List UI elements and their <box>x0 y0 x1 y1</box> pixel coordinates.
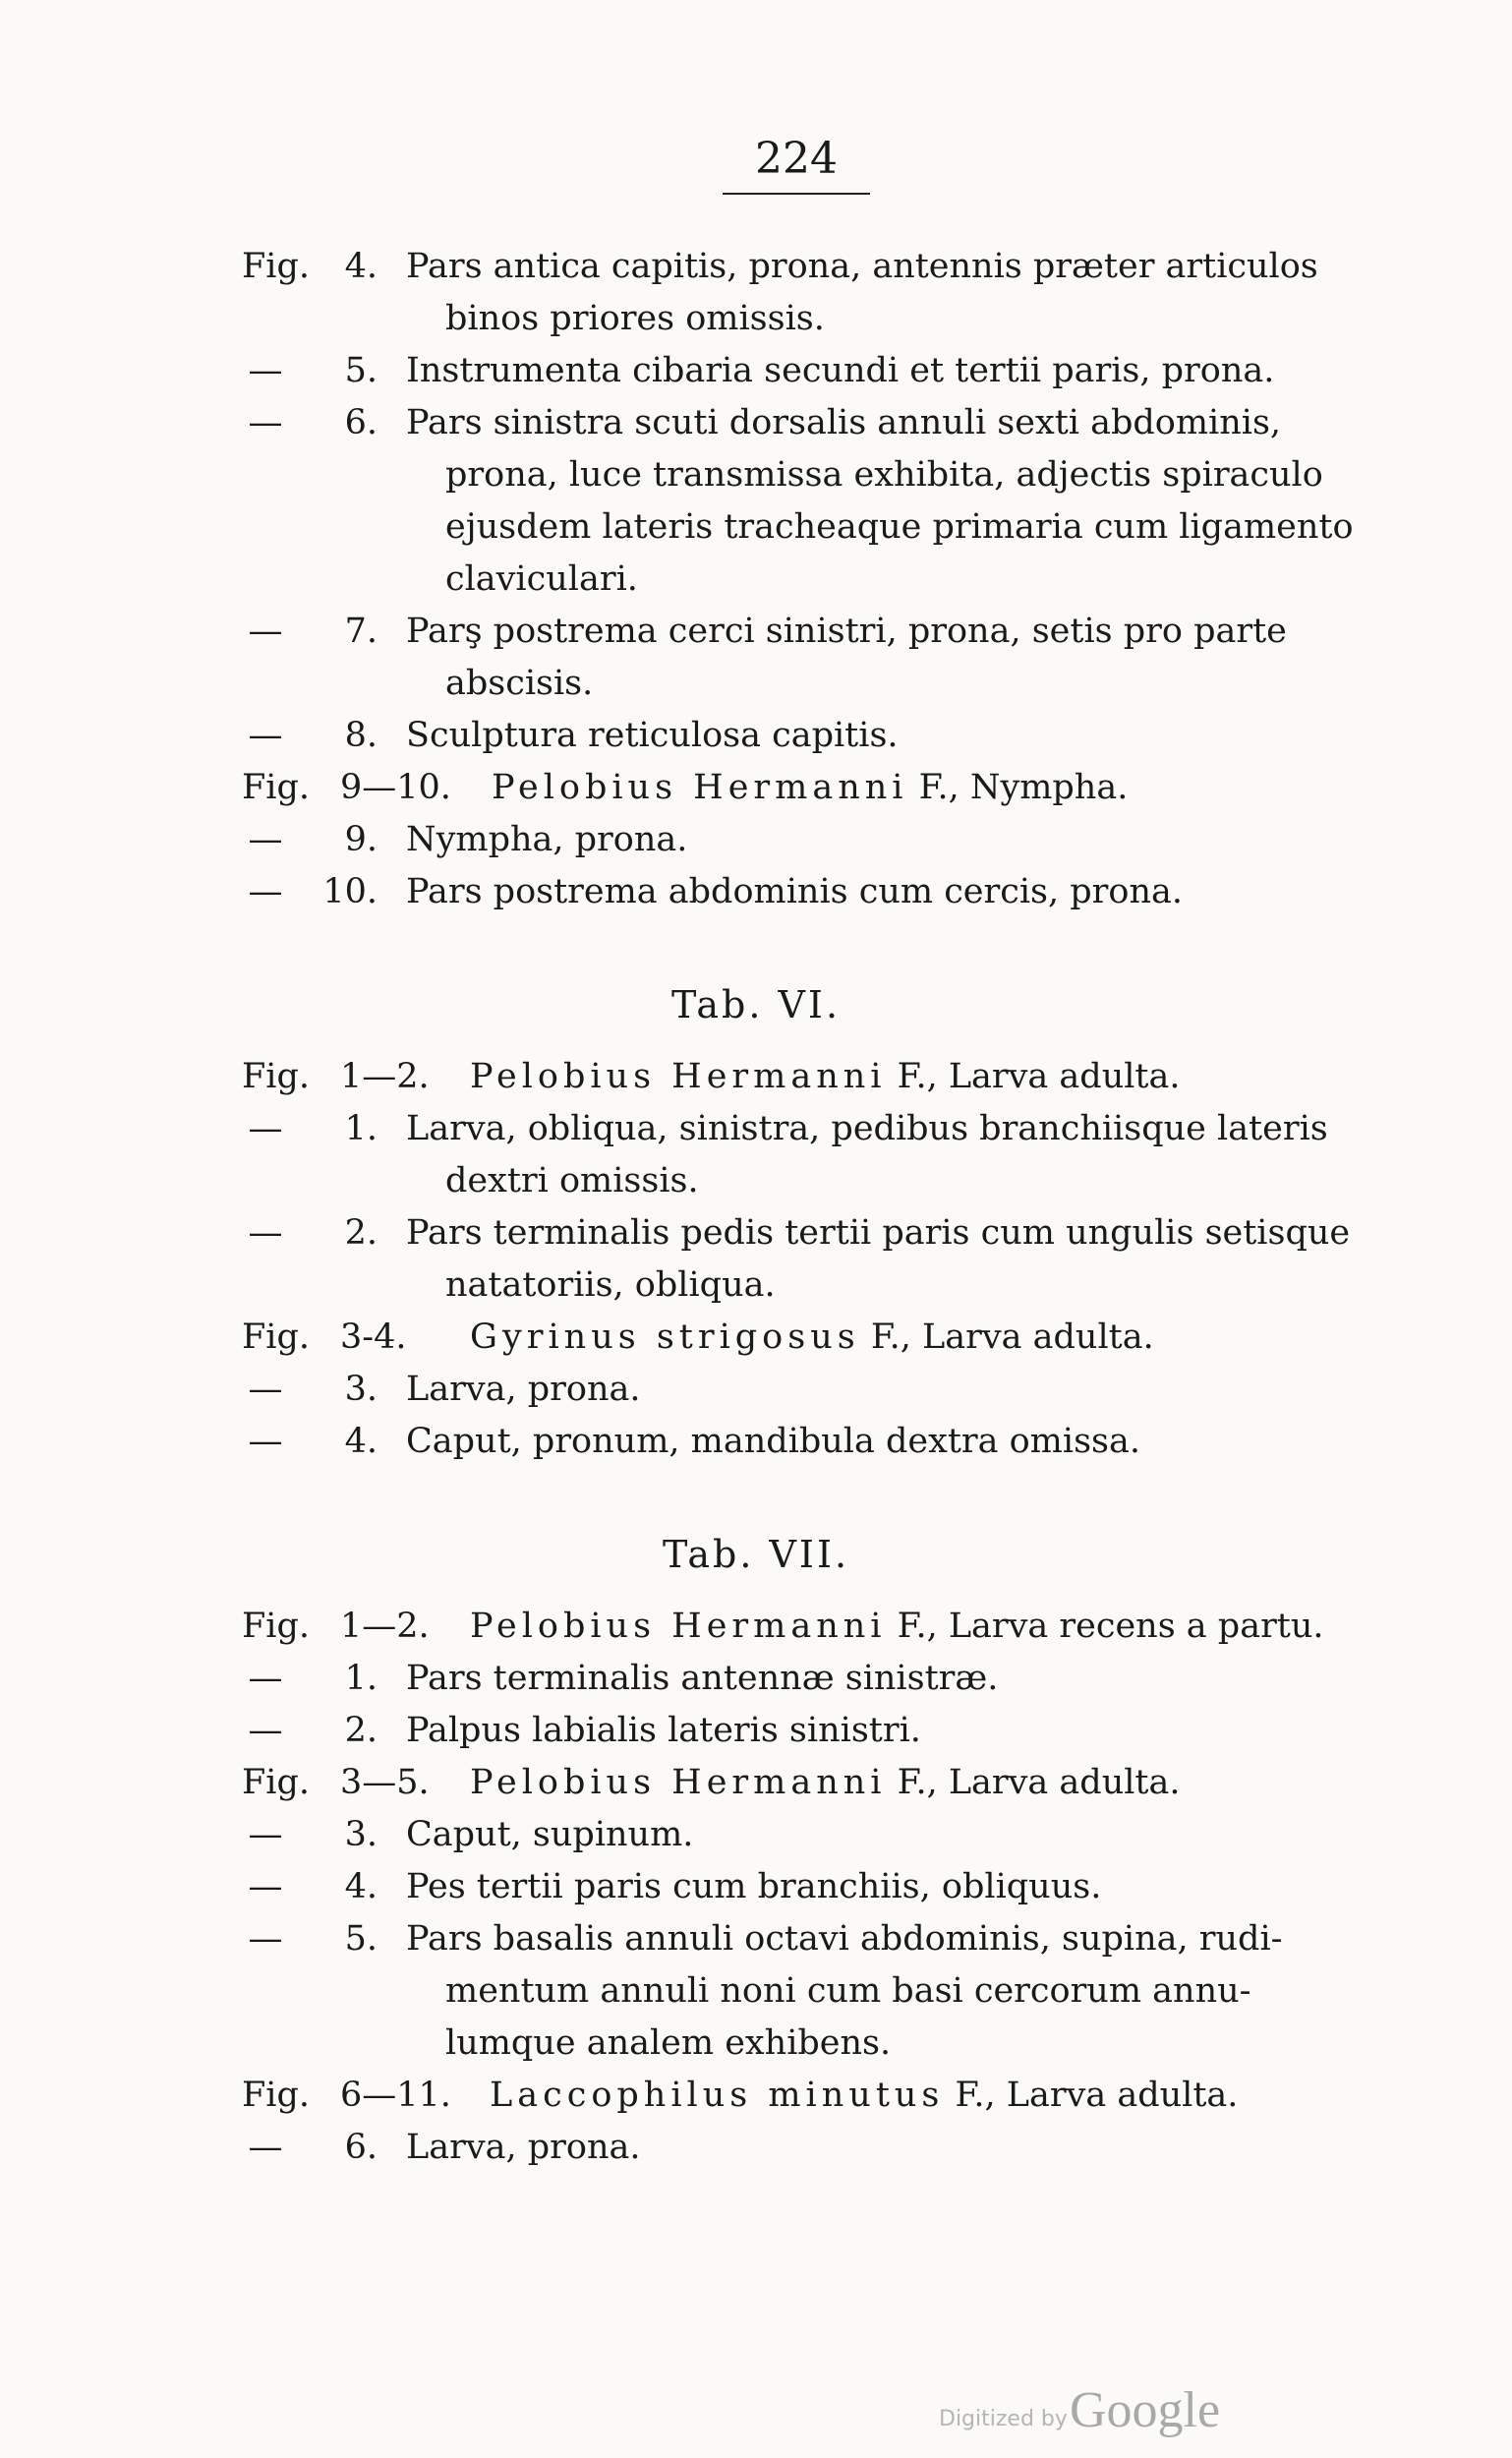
caption-text <box>470 1051 1463 1103</box>
caption-line <box>0 762 1512 814</box>
caption-rest: F., Nympha. <box>907 768 1129 807</box>
fig-number: 4. <box>344 1422 378 1461</box>
caption-rest: F., Larva adulta. <box>944 2076 1239 2115</box>
fig-number: 5. <box>344 1919 378 1959</box>
fig-label: Fig. <box>242 1057 311 1096</box>
fig-number: 10. <box>322 872 378 911</box>
caption-continuation <box>0 501 1512 554</box>
caption-text: Larva, prona. <box>406 2128 641 2167</box>
dash: — <box>248 1919 283 1959</box>
caption-text: Instrumenta cibaria secundi et tertii paris, prona. <box>406 351 1275 390</box>
caption-text <box>470 1757 1463 1809</box>
fig-number: 6. <box>344 2128 378 2167</box>
species-name: Pelobius Hermanni <box>470 1607 887 1646</box>
caption-line <box>0 1601 1512 1653</box>
caption-text: Larva, prona. <box>406 1370 641 1409</box>
caption-line <box>0 814 1512 866</box>
caption-text: Sculptura reticulosa capitis. <box>406 716 899 755</box>
section-title: Tab. VI. <box>670 983 842 1026</box>
caption-continuation <box>0 449 1512 501</box>
caption-text: Nympha, prona. <box>406 820 688 859</box>
fig-number: 9. <box>344 820 378 859</box>
caption-text: lumque analem exhibens. <box>445 2023 892 2063</box>
caption-text: ejusdem lateris tracheaque primaria cum ligamento <box>445 507 1354 547</box>
caption-continuation <box>0 2018 1512 2070</box>
caption-text: mentum annuli noni cum basi cercorum annu- <box>445 1971 1251 2011</box>
caption-text: Pars sinistra scuti dorsalis annuli sexti abdominis, <box>406 403 1282 442</box>
fig-number: 6—11. <box>340 2076 451 2115</box>
caption-line <box>0 1809 1512 1861</box>
caption-line <box>0 866 1512 918</box>
caption-text <box>492 762 1484 814</box>
fig-number: 8. <box>344 716 378 755</box>
caption-text: binos priores omissis. <box>445 299 825 338</box>
fig-number: 4. <box>344 247 378 286</box>
fig-label: Fig. <box>242 768 311 807</box>
fig-number: 2. <box>344 1213 378 1253</box>
dash: — <box>248 612 283 651</box>
caption-text <box>490 2070 1483 2122</box>
dash: — <box>248 1659 283 1698</box>
google-logo: Google <box>1070 2382 1221 2438</box>
caption-line <box>0 1653 1512 1705</box>
caption-text <box>470 1601 1463 1653</box>
caption-text: prona, luce transmissa exhibita, adjectis spiraculo <box>445 455 1323 495</box>
dash: — <box>248 820 283 859</box>
caption-text: Pes tertii paris cum branchiis, obliquus. <box>406 1867 1102 1906</box>
caption-text: natatoriis, obliqua. <box>445 1265 776 1305</box>
fig-number: 1—2. <box>340 1057 430 1096</box>
caption-rest: F., Larva recens a partu. <box>886 1607 1324 1646</box>
caption-line <box>0 1416 1512 1468</box>
caption-text: Pars antica capitis, prona, antennis præter articulos <box>406 247 1318 286</box>
caption-line <box>0 2122 1512 2174</box>
caption-text: Pars terminalis antennæ sinistræ. <box>406 1659 999 1698</box>
caption-continuation <box>0 1155 1512 1207</box>
caption-line <box>0 1364 1512 1416</box>
caption-text <box>470 1312 1463 1364</box>
caption-rest: F., Larva adulta. <box>886 1763 1181 1802</box>
caption-text: Parş postrema cerci sinistri, prona, setis pro parte <box>406 612 1287 651</box>
dash: — <box>248 1867 283 1906</box>
caption-text: dextri omissis. <box>445 1161 699 1200</box>
dash: — <box>248 1213 283 1253</box>
fig-label: Fig. <box>242 1763 311 1802</box>
caption-rest: F., Larva adulta. <box>859 1317 1154 1357</box>
caption-line <box>0 1312 1512 1364</box>
caption-continuation <box>0 1259 1512 1312</box>
fig-number: 7. <box>344 612 378 651</box>
caption-continuation <box>0 293 1512 345</box>
caption-line <box>0 345 1512 397</box>
caption-continuation <box>0 658 1512 710</box>
fig-number: 5. <box>344 351 378 390</box>
dash: — <box>248 1422 283 1461</box>
caption-line <box>0 2070 1512 2122</box>
dash: — <box>248 716 283 755</box>
caption-text: Pars postrema abdominis cum cercis, prona. <box>406 872 1183 911</box>
caption-line <box>0 1913 1512 1965</box>
fig-number: 3—5. <box>340 1763 430 1802</box>
caption-text: claviculari. <box>445 559 638 599</box>
species-name: Pelobius Hermanni <box>492 768 908 807</box>
fig-label: Fig. <box>242 1607 311 1646</box>
dash: — <box>248 1711 283 1750</box>
caption-text: Palpus labialis lateris sinistri. <box>406 1711 921 1750</box>
caption-line <box>0 397 1512 449</box>
dash: — <box>248 872 283 911</box>
caption-text: Pars terminalis pedis tertii paris cum ungulis setisque <box>406 1213 1351 1253</box>
dash: — <box>248 1109 283 1148</box>
fig-number: 3. <box>344 1370 378 1409</box>
caption-text: Caput, pronum, mandibula dextra omissa. <box>406 1422 1140 1461</box>
dash: — <box>248 1370 283 1409</box>
caption-continuation <box>0 554 1512 606</box>
dash: — <box>248 1815 283 1854</box>
caption-line <box>0 1051 1512 1103</box>
fig-number: 6. <box>344 403 378 442</box>
caption-rest: F., Larva adulta. <box>886 1057 1181 1096</box>
caption-line <box>0 606 1512 658</box>
dash: — <box>248 351 283 390</box>
dash: — <box>248 403 283 442</box>
fig-label: Fig. <box>242 2076 311 2115</box>
species-name: Laccophilus minutus <box>490 2076 945 2115</box>
caption-text: Caput, supinum. <box>406 1815 694 1854</box>
section-title: Tab. VII. <box>662 1533 850 1576</box>
fig-number: 3. <box>344 1815 378 1854</box>
caption-line <box>0 1861 1512 1913</box>
caption-line <box>0 1757 1512 1809</box>
caption-text: Larva, obliqua, sinistra, pedibus branchiisque lateris <box>406 1109 1328 1148</box>
fig-label: Fig. <box>242 1317 311 1357</box>
fig-label: Fig. <box>242 247 311 286</box>
caption-line <box>0 241 1512 293</box>
species-name: Gyrinus strigosus <box>470 1317 860 1357</box>
caption-text: Pars basalis annuli octavi abdominis, supina, rudi- <box>406 1919 1283 1959</box>
fig-number: 2. <box>344 1711 378 1750</box>
fig-number: 4. <box>344 1867 378 1906</box>
fig-number: 3-4. <box>340 1317 407 1357</box>
dash: — <box>248 2128 283 2167</box>
fig-number: 1. <box>344 1659 378 1698</box>
species-name: Pelobius Hermanni <box>470 1763 887 1802</box>
caption-text: abscisis. <box>445 664 594 703</box>
caption-line <box>0 1705 1512 1757</box>
digitized-by-text: Digitized by <box>939 2407 1068 2431</box>
caption-continuation <box>0 1965 1512 2018</box>
fig-number: 9—10. <box>340 768 451 807</box>
page-number: 224 <box>723 130 870 195</box>
species-name: Pelobius Hermanni <box>470 1057 887 1096</box>
caption-line <box>0 1207 1512 1259</box>
fig-number: 1—2. <box>340 1607 430 1646</box>
fig-number: 1. <box>344 1109 378 1148</box>
caption-line <box>0 710 1512 762</box>
caption-line <box>0 1103 1512 1155</box>
